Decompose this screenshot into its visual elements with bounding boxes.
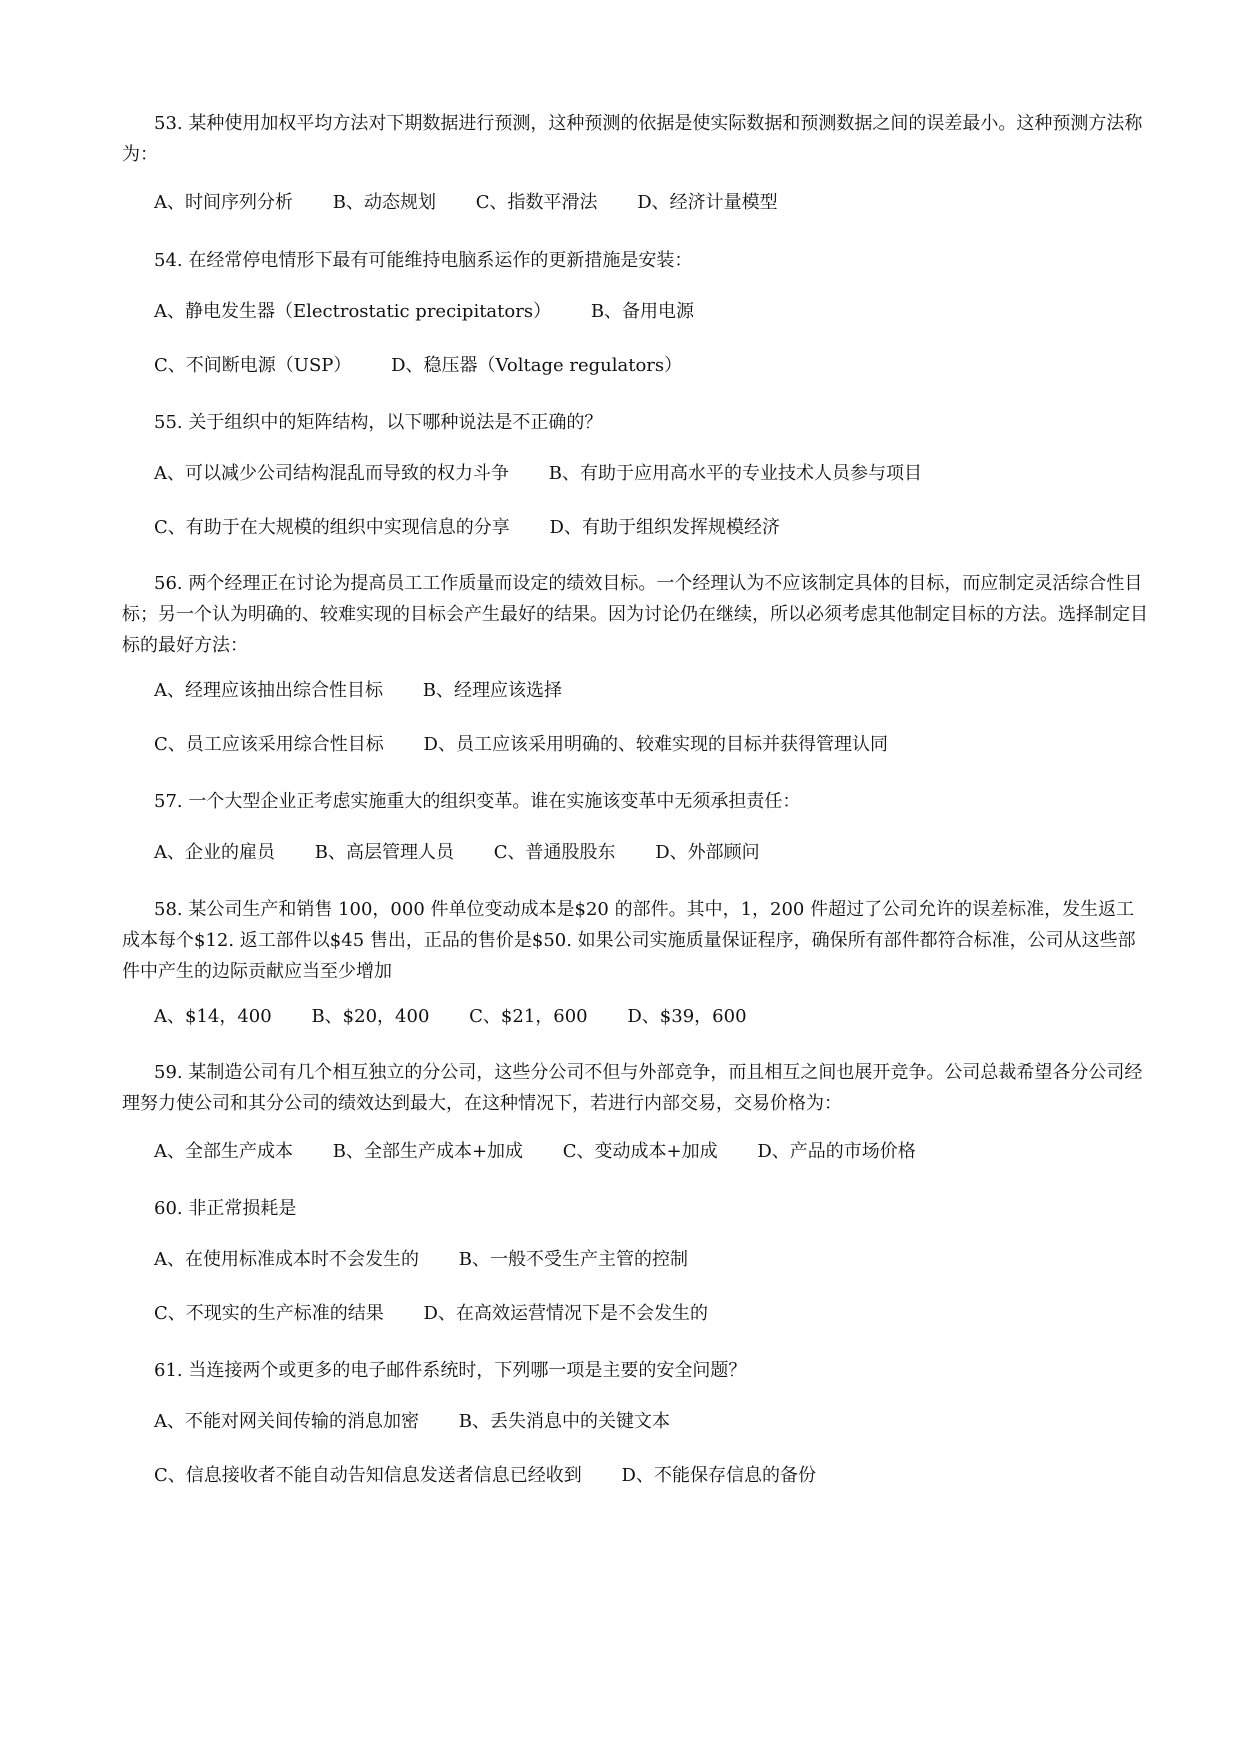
options-line <box>154 1005 1154 1029</box>
options-line <box>154 191 1154 215</box>
question-stem: 55. 关于组织中的矩阵结构，以下哪种说法是不正确的？ <box>154 412 603 433</box>
option: A、不能对网关间传输的消息加密 <box>154 1411 419 1432</box>
question-stem: 56. 两个经理正在讨论为提高员工工作质量而设定的绩效目标。一个经理认为不应该制定具体的目标，而应制定灵活综合性目标；另一个认为明确的、较难实现的目标会产生最好的结果。因为讨论仍在继续，所以必须考虑其他制定目标的方法。选择制定目标的最好方法： <box>122 573 1148 656</box>
option: D、稳压器（Voltage regulators） <box>391 355 683 376</box>
option: D、不能保存信息的备份 <box>621 1465 816 1486</box>
option: C、信息接收者不能自动告知信息发送者信息已经收到 <box>154 1465 582 1486</box>
option: D、经济计量模型 <box>637 192 778 213</box>
options-line <box>154 1140 1154 1164</box>
options-line <box>154 516 1154 540</box>
option: B、有助于应用高水平的专业技术人员参与项目 <box>548 463 922 484</box>
option: D、员工应该采用明确的、较难实现的目标并获得管理认同 <box>423 734 888 755</box>
option: C、不现实的生产标准的结果 <box>154 1303 384 1324</box>
options-line <box>154 1248 1154 1272</box>
option: D、$39，600 <box>627 1006 747 1027</box>
option: C、$21，600 <box>469 1006 588 1027</box>
option: D、产品的市场价格 <box>757 1141 916 1162</box>
options-line <box>154 733 1154 757</box>
option: A、在使用标准成本时不会发生的 <box>154 1249 419 1270</box>
option: A、可以减少公司结构混乱而导致的权力斗争 <box>154 463 509 484</box>
options-line <box>154 841 1154 865</box>
option: D、外部顾问 <box>655 842 760 863</box>
options-line <box>154 1302 1154 1326</box>
option: D、在高效运营情况下是不会发生的 <box>423 1303 708 1324</box>
option: B、备用电源 <box>590 301 695 322</box>
option: C、普通股股东 <box>493 842 616 863</box>
question-stem: 57. 一个大型企业正考虑实施重大的组织变革。谁在实施该变革中无须承担责任： <box>154 791 801 812</box>
option: B、高层管理人员 <box>314 842 454 863</box>
options-line <box>154 1464 1154 1488</box>
option: A、$14，400 <box>154 1006 272 1027</box>
question-stem: 61. 当连接两个或更多的电子邮件系统时，下列哪一项是主要的安全问题？ <box>154 1360 747 1381</box>
question-stem: 59. 某制造公司有几个相互独立的分公司，这些分公司不但与外部竞争，而且相互之间也展开竞争。公司总裁希望各分公司经理努力使公司和其分公司的绩效达到最大，在这种情况下，若进行内部交易，交易价格为： <box>122 1062 1143 1114</box>
option: D、有助于组织发挥规模经济 <box>549 517 780 538</box>
option: B、$20，400 <box>311 1006 430 1027</box>
option: B、全部生产成本+加成 <box>332 1141 524 1162</box>
option: C、员工应该采用综合性目标 <box>154 734 384 755</box>
option: A、企业的雇员 <box>154 842 275 863</box>
option: A、全部生产成本 <box>154 1141 293 1162</box>
question-stem: 58. 某公司生产和销售 100，000 件单位变动成本是$20 的部件。其中，1，200 件超过了公司允许的误差标准，发生返工成本每个$12. 返工部件以$45 售出，正品的售价是$50. 如果公司实施质量保证程序，确保所有部件都符合标准，公司从这些部件中产生的边际贡献应当至少增加 <box>122 899 1136 982</box>
option: A、经理应该抽出综合性目标 <box>154 680 383 701</box>
option: B、一般不受生产主管的控制 <box>458 1249 688 1270</box>
question-stem: 60. 非正常损耗是 <box>154 1198 297 1219</box>
option: A、时间序列分析 <box>154 192 293 213</box>
question-stem: 54. 在经常停电情形下最有可能维持电脑系运作的更新措施是安装： <box>154 250 693 271</box>
option: B、丢失消息中的关键文本 <box>458 1411 670 1432</box>
options-line <box>154 300 1154 324</box>
option: B、动态规划 <box>332 192 436 213</box>
options-line <box>154 354 1154 378</box>
option: C、有助于在大规模的组织中实现信息的分享 <box>154 517 510 538</box>
option: C、变动成本+加成 <box>562 1141 718 1162</box>
option: C、不间断电源（USP） <box>154 355 352 376</box>
options-line <box>154 1410 1154 1434</box>
option: C、指数平滑法 <box>475 192 598 213</box>
option: A、静电发生器（Electrostatic precipitators） <box>154 301 552 322</box>
question-stem: 53. 某种使用加权平均方法对下期数据进行预测，这种预测的依据是使实际数据和预测数据之间的误差最小。这种预测方法称为： <box>122 113 1143 165</box>
options-line <box>154 462 1154 486</box>
option: B、经理应该选择 <box>422 680 562 701</box>
options-line <box>154 679 1154 703</box>
